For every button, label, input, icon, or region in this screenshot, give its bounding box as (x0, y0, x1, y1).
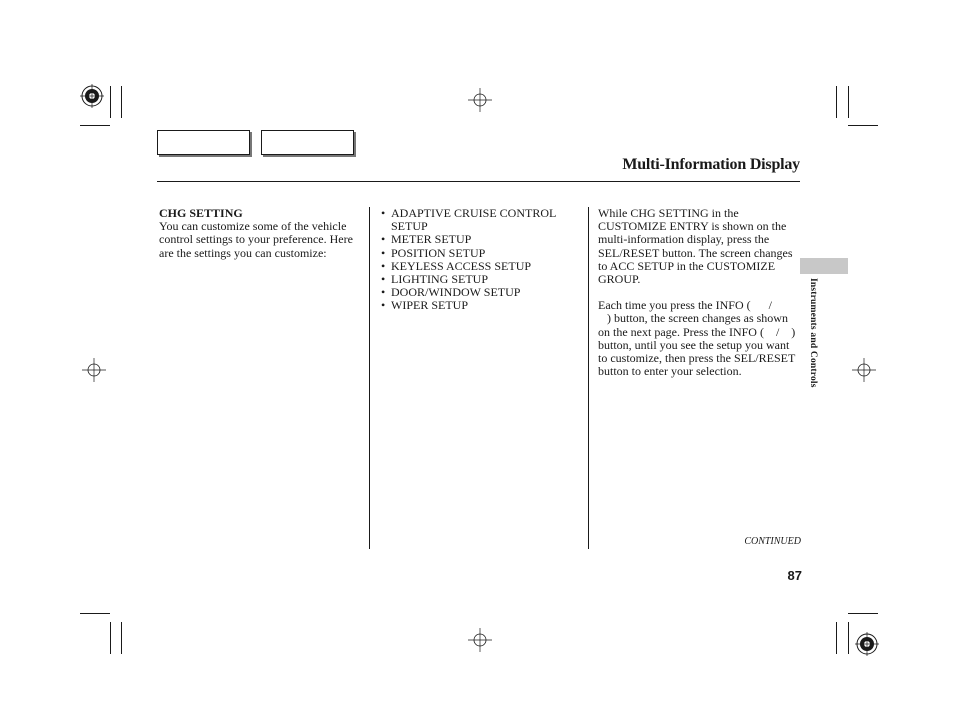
crosshair-icon (468, 628, 492, 652)
crosshair-icon (468, 88, 492, 112)
list-item: • WIPER SETUP (381, 299, 577, 312)
section-tab (800, 258, 848, 274)
list-item: • POSITION SETUP (381, 247, 577, 260)
list-item: • LIGHTING SETUP (381, 273, 577, 286)
nav-box-next[interactable] (261, 130, 354, 155)
body-text (598, 299, 798, 378)
body-text: While CHG SETTING in the CUSTOMIZE ENTRY is shown on the multi-information display, press the SEL/RESET button. The screen changes to ACC SETUP in the CUSTOMIZE GROUP. (598, 206, 793, 287)
crosshair-icon (852, 358, 876, 382)
column-chg-setting (159, 207, 359, 260)
page-number: 87 (787, 568, 802, 583)
registration-target-icon (80, 84, 104, 108)
column-settings-list (381, 207, 577, 313)
crosshair-icon (82, 358, 106, 382)
column-instructions (598, 207, 798, 378)
info-line: Each time you press the INFO ( / (598, 298, 772, 313)
column-divider (369, 207, 370, 549)
list-item: • DOOR/WINDOW SETUP (381, 286, 577, 299)
header-rule (157, 181, 800, 182)
section-tab-label: Instruments and Controls (808, 278, 818, 388)
section-heading: CHG SETTING (159, 206, 243, 220)
continued-label: CONTINUED (744, 536, 801, 547)
body-text: You can customize some of the vehicle control settings to your preference. Here are the settings you can customize: (159, 219, 353, 260)
settings-list (381, 207, 577, 313)
list-item: • METER SETUP (381, 233, 577, 246)
column-divider (588, 207, 589, 549)
page-title: Multi-Information Display (622, 156, 800, 173)
list-item: • ADAPTIVE CRUISE CONTROL SETUP (381, 207, 577, 233)
nav-box-previous[interactable] (157, 130, 250, 155)
registration-target-icon (855, 632, 879, 656)
list-item: • KEYLESS ACCESS SETUP (381, 260, 577, 273)
info-rest: ) button, the screen changes as shown on the next page. Press the INFO ( / ) button, until you see the setup you want to customize, then press the SEL/RESET button to enter your selection. (598, 311, 799, 379)
